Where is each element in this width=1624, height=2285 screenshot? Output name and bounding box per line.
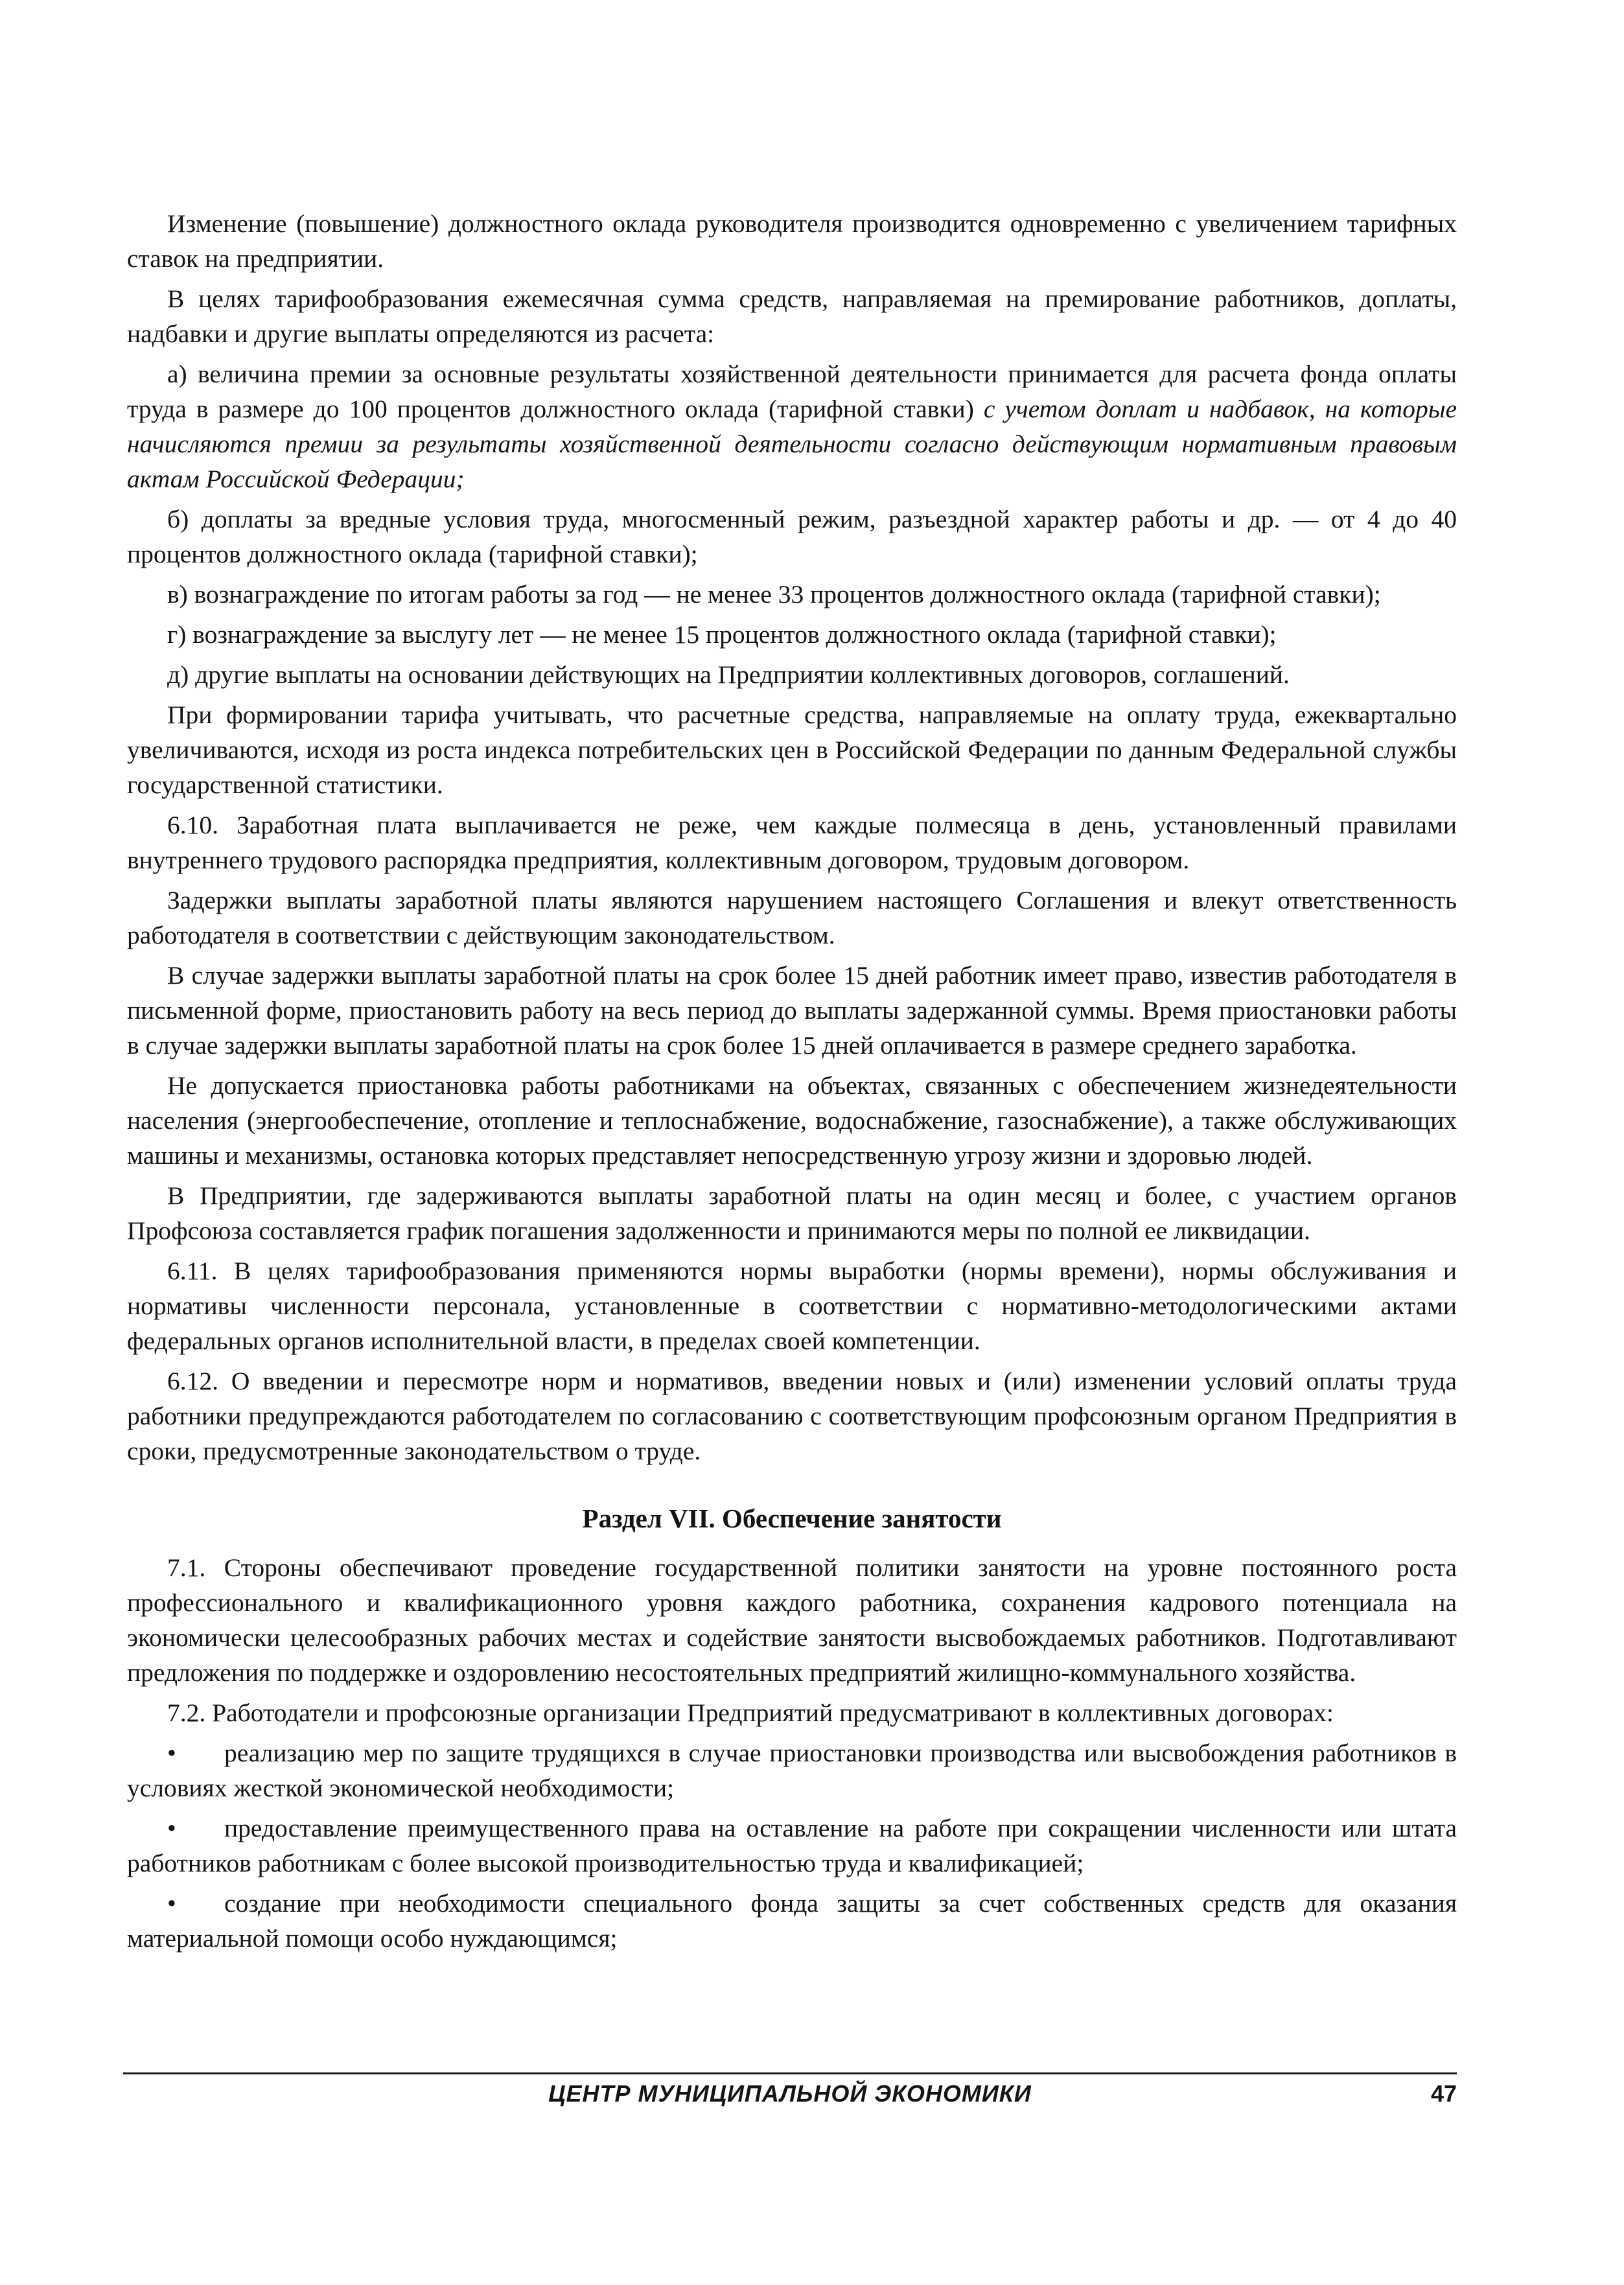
paragraph-tariff-formation: При формировании тарифа учитывать, что расчетные средства, направляемые на оплату труда, ежеквартально увеличиваются, исходя из роста индекса потребительских цен в Российской Федерации по данным Федеральной службы государственной статистики. <box>127 701 1457 799</box>
paragraph-7-1: 7.1. Стороны обеспечивают проведение государственной политики занятости на уровне постоянного роста профессионального и квалификационного уровня каждого работника, сохранения кадрового потенциала на экономически целесообразных рабочих местах и содействие занятости высвобождаемых работников. Подготавливают предложения по поддержке и оздоровлению несостоятельных предприятий жилищно-коммунального хозяйства. <box>127 1553 1457 1687</box>
item-a-italic-text: с учетом доплат и надбавок, на которые начисляются премии за результаты хозяйственной деятельности согласно действующим нормативным правовым актам Российской Федерации; <box>127 395 1457 493</box>
paragraph-suspension-prohibited: Не допускается приостановка работы работниками на объектах, связанных с обеспечением жизнедеятельности населения (энергообеспечение, отопление и теплоснабжение, водоснабжение, газоснабжение), а также обслуживающих машины и механизмы, остановка которых представляет непосредственную угрозу жизни и здоровью людей. <box>127 1071 1457 1170</box>
page-number: 47 <box>1430 2080 1457 2107</box>
bullet-item-preference <box>127 1811 1457 1881</box>
paragraph-item-d: д) другие выплаты на основании действующих на Предприятии коллективных договоров, соглашений. <box>167 660 1290 689</box>
paragraph-6-10: 6.10. Заработная плата выплачивается не реже, чем каждые полмесяца в день, установленный правилами внутреннего трудового распорядка предприятия, коллективным договором, трудовым договором. <box>127 811 1457 874</box>
bullet-text: предоставление преимущественного права на оставление на работе при сокращении численности или штата работников работникам с более высокой производительностью труда и квалификацией; <box>127 1814 1457 1877</box>
section-heading: Раздел VII. Обеспечение занятости <box>582 1503 1002 1533</box>
paragraph-item-a <box>127 356 1457 496</box>
footer-publisher-title: ЦЕНТР МУНИЦИПАЛЬНОЙ ЭКОНОМИКИ <box>548 2080 1032 2107</box>
item-a-text: а) величина премии за основные результаты хозяйственной деятельности принимается для расчета фонда оплаты труда в размере до 100 процентов должностного оклада (тарифной ставки) <box>127 360 1457 423</box>
bullet-text: реализацию мер по защите трудящихся в случае приостановки производства или высвобождения работников в условиях жесткой экономической необходимости; <box>127 1739 1457 1802</box>
paragraph-work-suspension: В случае задержки выплаты заработной платы на срок более 15 дней работник имеет право, известив работодателя в письменной форме, приостановить работу на весь период до выплаты задержанной суммы. Время приостановки работы в случае задержки выплаты заработной платы на срок более 15 дней оплачивается в размере среднего заработка. <box>127 961 1457 1060</box>
paragraph-item-g: г) вознаграждение за выслугу лет — не менее 15 процентов должностного оклада (тарифной ставки); <box>167 620 1277 649</box>
bullet-icon: • <box>167 1739 176 1767</box>
paragraph-tariff-calculation: В целях тарифообразования ежемесячная сумма средств, направляемая на премирование работников, доплаты, надбавки и другие выплаты определяются из расчета: <box>127 284 1457 348</box>
bullet-icon: • <box>167 1814 176 1842</box>
bullet-icon: • <box>167 1889 176 1918</box>
paragraph-6-12: 6.12. О введении и пересмотре норм и нормативов, введении новых и (или) изменении условий оплаты труда работники предупреждаются работодателем по согласованию с соответствующим профсоюзным органом Предприятия в сроки, предусмотренные законодательством о труде. <box>127 1367 1457 1465</box>
document-body <box>127 206 1457 1961</box>
footer-divider <box>123 2072 1457 2074</box>
paragraph-6-11: 6.11. В целях тарифообразования применяются нормы выработки (нормы времени), нормы обслуживания и нормативы численности персонала, установленные в соответствии с нормативно-методологическими актами федеральных органов исполнительной власти, в пределах своей компетенции. <box>127 1257 1457 1355</box>
bullet-item-fund <box>127 1886 1457 1956</box>
paragraph-debt-schedule: В Предприятии, где задерживаются выплаты заработной платы на один месяц и более, с участием органов Профсоюза составляется график погашения задолженности и принимаются меры по полной ее ликвидации. <box>127 1181 1457 1245</box>
bullet-text: создание при необходимости специального фонда защиты за счет собственных средств для оказания материальной помощи особо нуждающимся; <box>127 1889 1457 1953</box>
paragraph-7-2: 7.2. Работодатели и профсоюзные организации Предприятий предусматривают в коллективных договорах: <box>167 1699 1334 1727</box>
paragraph-item-v: в) вознаграждение по итогам работы за год — не менее 33 процентов должностного оклада (тарифной ставки); <box>167 580 1381 609</box>
paragraph-item-b: б) доплаты за вредные условия труда, многосменный режим, разъездной характер работы и др. — от 4 до 40 процентов должностного оклада (тарифной ставки); <box>127 505 1457 568</box>
bullet-item-protection <box>127 1735 1457 1805</box>
paragraph-salary-delay: Задержки выплаты заработной платы являются нарушением настоящего Соглашения и влекут ответственность работодателя в соответствии с действующим законодательством. <box>127 886 1457 949</box>
paragraph-salary-increase: Изменение (повышение) должностного оклада руководителя производится одновременно с увеличением тарифных ставок на предприятии. <box>127 209 1457 273</box>
